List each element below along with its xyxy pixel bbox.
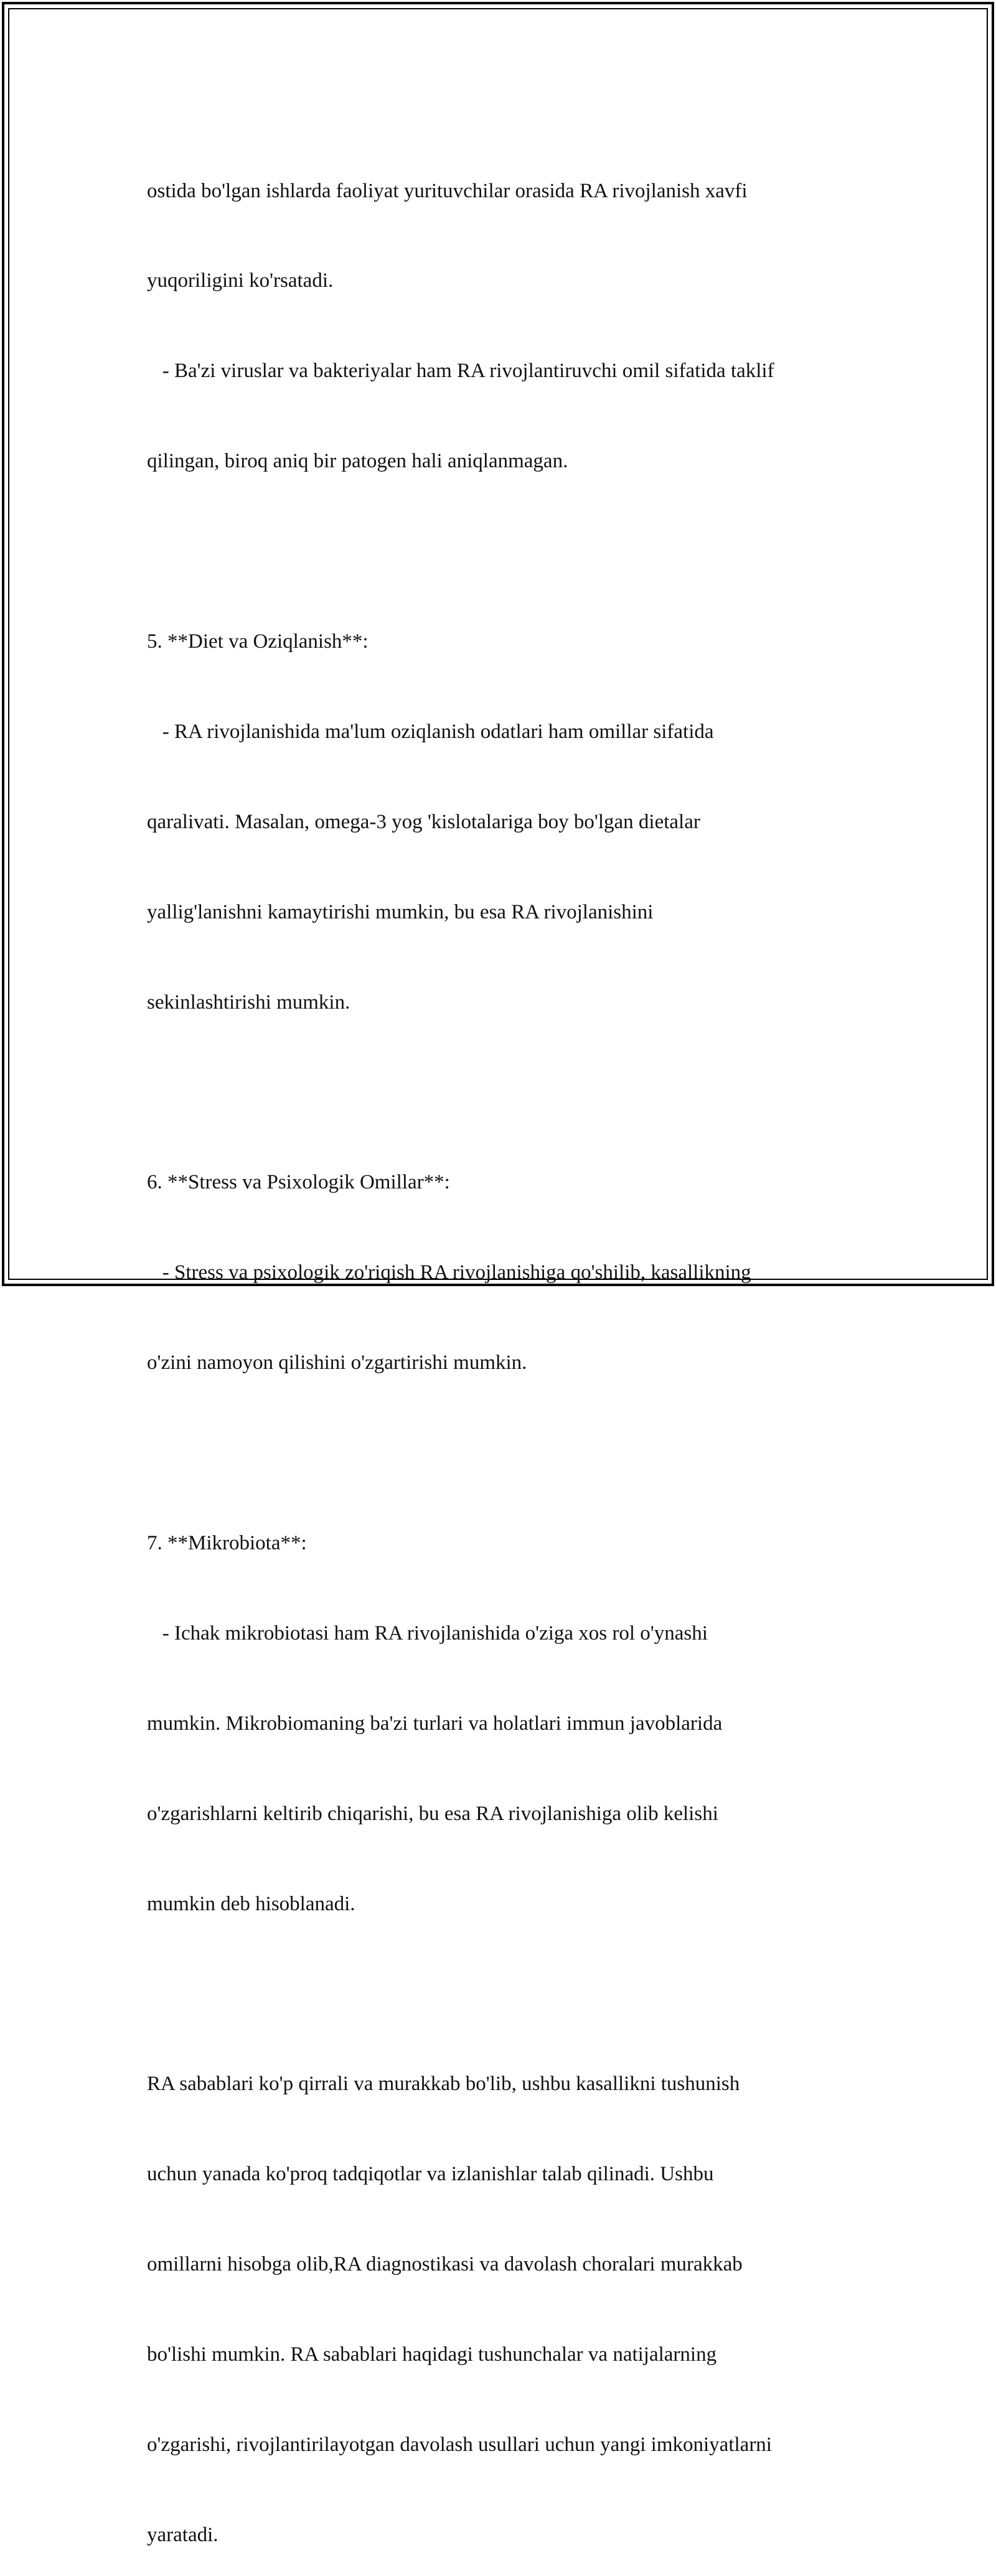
text-line: o'zgarishi, rivojlantirilayotgan davolash usullari uchun yangi imkoniyatlarni: [147, 2433, 772, 2456]
text-line: yallig'lanishni kamaytirishi mumkin, bu esa RA rivojlanishini: [147, 900, 654, 923]
text-line: o'zini namoyon qilishini o'zgartirishi mumkin.: [147, 1351, 527, 1374]
text-line: omillarni hisobga olib,RA diagnostikasi va davolash choralari murakkab: [147, 2253, 743, 2276]
text-line: bo'lishi mumkin. RA sabablari haqidagi tushunchalar va natijalarning: [147, 2343, 717, 2366]
text-line: mumkin deb hisoblanadi.: [147, 1892, 355, 1915]
text-line: ostida bo'lgan ishlarda faoliyat yurituvchilar orasida RA rivojlanish xavfi: [147, 179, 748, 202]
text-line: yuqoriligini ko'rsatadi.: [147, 269, 334, 292]
blank-line: [147, 536, 857, 566]
text-line: o'zgarishlarni keltirib chiqarishi, bu esa RA rivojlanishiga olib kelishi: [147, 1802, 718, 1825]
text-line: - Stress va psixologik zo'riqish RA rivojlanishiga qo'shilib, kasallikning: [147, 1261, 751, 1284]
text-line: sekinlashtirishi mumkin.: [147, 991, 350, 1014]
text-line: yaratadi.: [147, 2523, 218, 2546]
text-line: - Ba'zi viruslar va bakteriyalar ham RA rivojlantiruvchi omil sifatida taklif: [147, 360, 774, 383]
text-line: uchun yanada ko'proq tadqiqotlar va izlanishlar talab qilinadi. Ushbu: [147, 2163, 714, 2186]
blank-line: [147, 1438, 857, 1468]
text-line: qilingan, biroq aniq bir patogen hali aniqlanmagan.: [147, 450, 568, 473]
document-body: [147, 116, 857, 2576]
text-line: - RA rivojlanishida ma'lum oziqlanish odatlari ham omillar sifatida: [147, 720, 714, 743]
blank-line: [147, 1979, 857, 2009]
section-heading: 6. **Stress va Psixologik Omillar**:: [147, 1171, 450, 1194]
text-line: mumkin. Mikrobiomaning ba'zi turlari va holatlari immun javoblarida: [147, 1712, 723, 1735]
blank-line: [147, 1078, 857, 1108]
text-line: RA sabablari ko'p qirrali va murakkab bo'lib, ushbu kasallikni tushunish: [147, 2073, 740, 2096]
text-line: - Ichak mikrobiotasi ham RA rivojlanishida o'ziga xos rol o'ynashi: [147, 1622, 708, 1645]
text-line: qaralivati. Masalan, omega-3 yog 'kislotalariga boy bo'lgan dietalar: [147, 810, 700, 833]
section-heading: 5. **Diet va Oziqlanish**:: [147, 630, 369, 653]
section-heading: 7. **Mikrobiota**:: [147, 1531, 307, 1554]
